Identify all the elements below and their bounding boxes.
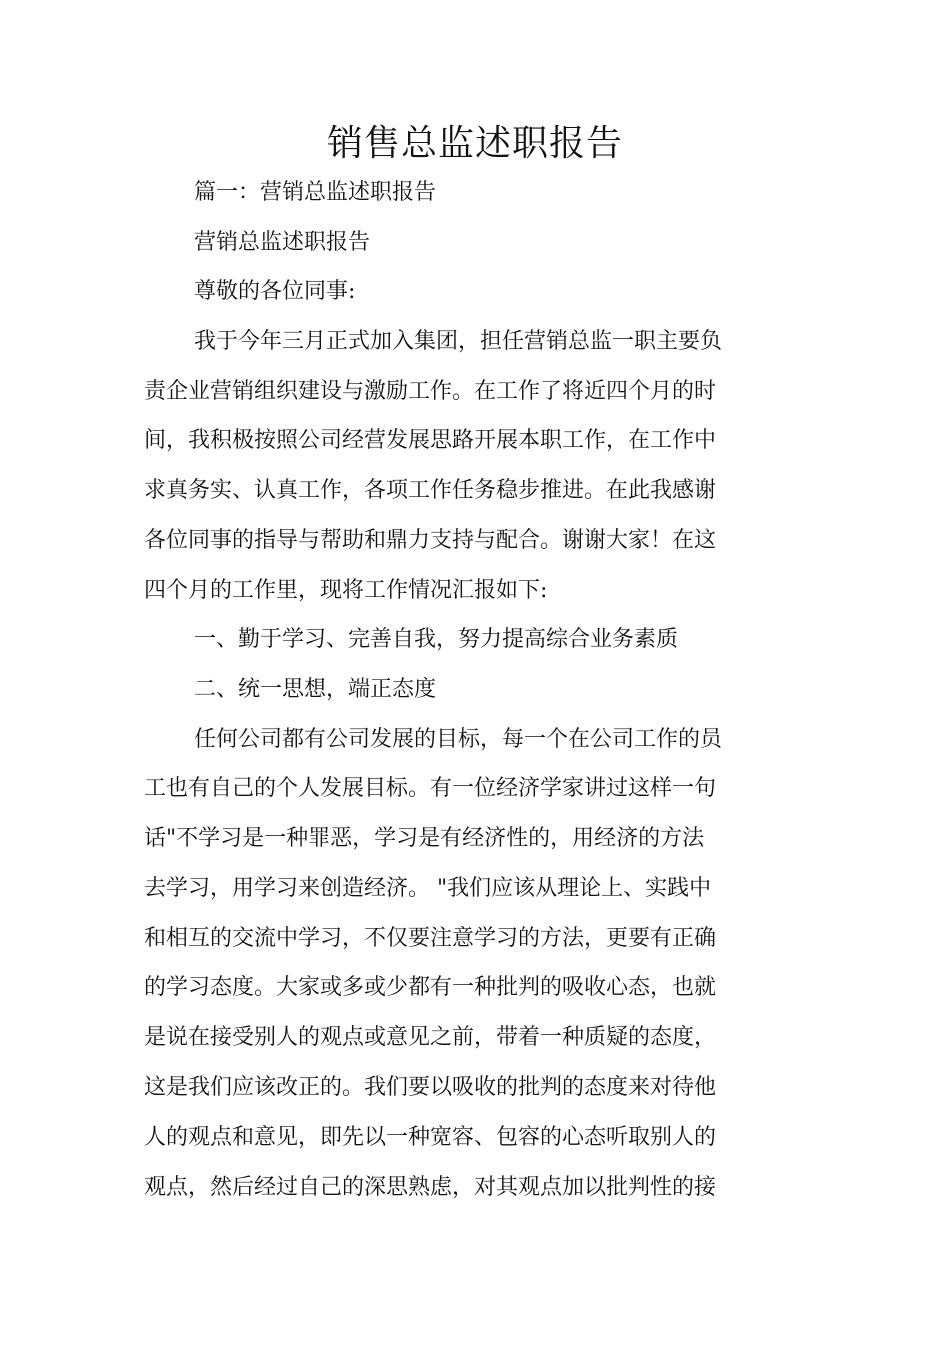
paragraph-line: 观点，然后经过自己的深思熟虑，对其观点加以批判性的接 <box>144 1175 717 1200</box>
paragraph-line: 和相互的交流中学习，不仅要注意学习的方法，更要有正确 <box>144 926 717 951</box>
paragraph-line: 话"不学习是一种罪恶，学习是有经济性的，用经济的方法 <box>144 826 705 851</box>
paragraph-line: 间，我积极按照公司经营发展思路开展本职工作，在工作中 <box>144 428 717 453</box>
paragraph-line: 是说在接受别人的观点或意见之前，带着一种质疑的态度， <box>144 1025 717 1050</box>
paragraph-line: 这是我们应该改正的。我们要以吸收的批判的态度来对待他 <box>144 1075 717 1100</box>
document-title: 销售总监述职报告 <box>326 123 623 164</box>
numbered-heading-line: 二、统一思想，端正态度 <box>194 677 437 702</box>
paragraph-line: 责企业营销组织建设与激励工作。在工作了将近四个月的时 <box>144 379 717 404</box>
paragraph-line: 任何公司都有公司发展的目标，每一个在公司工作的员 <box>194 727 723 752</box>
section-heading-line: 篇一：营销总监述职报告 <box>194 180 437 205</box>
subtitle-line: 营销总监述职报告 <box>194 230 371 255</box>
paragraph-line: 我于今年三月正式加入集团，担任营销总监一职主要负 <box>194 329 723 354</box>
paragraph-line: 工也有自己的个人发展目标。有一位经济学家讲过这样一句 <box>144 776 717 801</box>
salutation-line: 尊敬的各位同事: <box>194 279 356 304</box>
numbered-heading-line: 一、勤于学习、完善自我，努力提高综合业务素质 <box>194 627 679 652</box>
paragraph-line: 各位同事的指导与帮助和鼎力支持与配合。谢谢大家！在这 <box>144 528 717 553</box>
paragraph-line: 求真务实、认真工作，各项工作任务稳步推进。在此我感谢 <box>144 478 717 503</box>
paragraph-line: 四个月的工作里，现将工作情况汇报如下: <box>144 578 548 603</box>
paragraph-line: 人的观点和意见，即先以一种宽容、包容的心态听取别人的 <box>144 1125 717 1150</box>
paragraph-line: 去学习，用学习来创造经济。 "我们应该从理论上、实践中 <box>144 876 712 901</box>
paragraph-line: 的学习态度。大家或多或少都有一种批判的吸收心态，也就 <box>144 975 717 1000</box>
